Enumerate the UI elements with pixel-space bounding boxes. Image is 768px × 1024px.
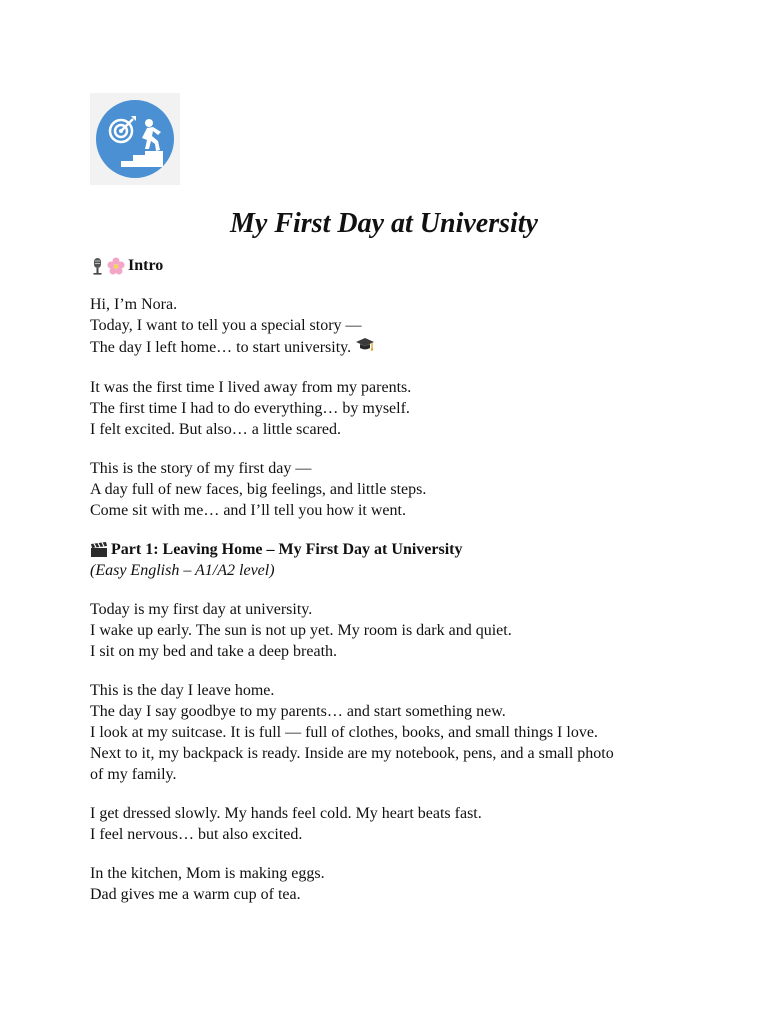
text-line: Next to it, my backpack is ready. Inside are my notebook, pens, and a small photo: [90, 745, 614, 762]
part1-paragraph-3: [90, 803, 690, 845]
graduation-cap-icon: [355, 340, 375, 356]
logo: [90, 93, 180, 185]
text-line: I sit on my bed and take a deep breath.: [90, 643, 338, 660]
microphone-icon: [90, 257, 104, 275]
text-line: The day I left home… to start university.: [90, 336, 690, 359]
intro-paragraph-1: [90, 294, 690, 359]
intro-heading: [90, 255, 690, 276]
text-line: The day I say goodbye to my parents… and start something new.: [90, 703, 506, 720]
text-line: I wake up early. The sun is not up yet. My room is dark and quiet.: [90, 622, 512, 639]
text-line: This is the day I leave home.: [90, 682, 275, 699]
text-line: The first time I had to do everything… by myself.: [90, 400, 410, 417]
text-line: This is the story of my first day —: [90, 460, 312, 477]
text-line: I get dressed slowly. My hands feel cold. My heart beats fast.: [90, 805, 482, 822]
text-line: I felt excited. But also… a little scared.: [90, 421, 342, 438]
part1-paragraph-2: [90, 680, 690, 785]
blossom-icon: [107, 257, 125, 275]
part1-paragraph-4: [90, 863, 690, 905]
clapperboard-icon: [90, 542, 108, 558]
part1-heading-label: Part 1: Leaving Home – My First Day at University: [111, 541, 463, 558]
text-line: A day full of new faces, big feelings, and little steps.: [90, 481, 427, 498]
level-note: (Easy English – A1/A2 level): [90, 562, 275, 579]
text-line: Today is my first day at university.: [90, 601, 313, 618]
part1-paragraph-1: [90, 599, 690, 662]
text-line: It was the first time I lived away from my parents.: [90, 379, 412, 396]
part1-heading: [90, 539, 690, 560]
document-title: My First Day at University: [230, 208, 538, 239]
intro-paragraph-2: [90, 377, 690, 440]
text-line: Hi, I’m Nora.: [90, 296, 178, 313]
text-line: of my family.: [90, 766, 177, 783]
document-page: [90, 93, 690, 905]
goal-staircase-icon: [95, 99, 175, 179]
text-line: In the kitchen, Mom is making eggs.: [90, 865, 325, 882]
text-line: I look at my suitcase. It is full — full of clothes, books, and small things I love.: [90, 724, 598, 741]
text-line: Come sit with me… and I’ll tell you how it went.: [90, 502, 406, 519]
text-line: Today, I want to tell you a special story —: [90, 317, 362, 334]
text-line: I feel nervous… but also excited.: [90, 826, 303, 843]
text-line: Dad gives me a warm cup of tea.: [90, 886, 301, 903]
intro-heading-label: Intro: [128, 257, 164, 274]
intro-paragraph-3: [90, 458, 690, 521]
